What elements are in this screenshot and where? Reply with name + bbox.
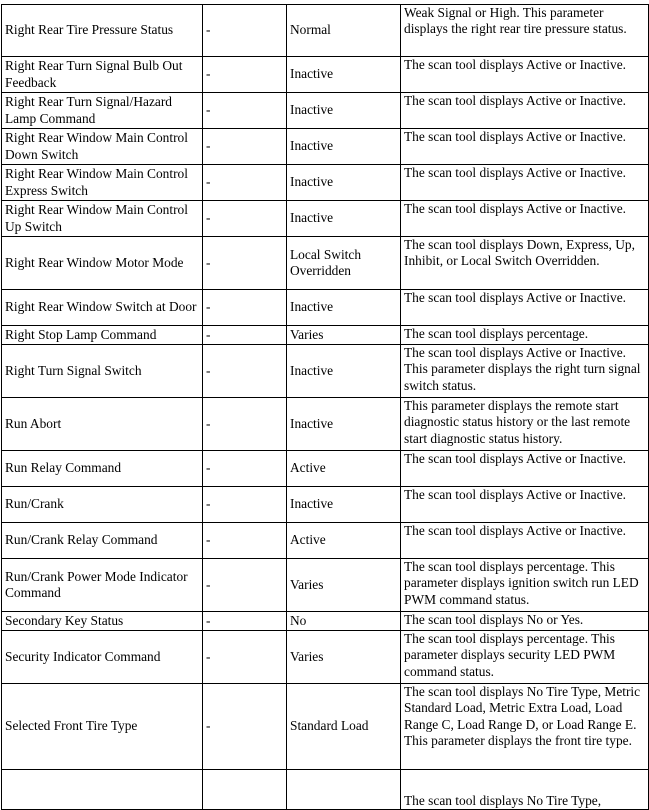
typical-value-cell: Inactive <box>287 129 401 165</box>
description-cell: The scan tool displays percentage. <box>401 326 649 345</box>
unit-cell: - <box>203 237 287 290</box>
parameter-name-cell: Right Rear Window Main Control Up Switch <box>2 201 203 237</box>
parameter-name-cell: Run/Crank <box>2 487 203 523</box>
typical-value-cell: Varies <box>287 631 401 684</box>
parameter-name-cell: Selected Front Tire Type <box>2 684 203 770</box>
description-cell: This parameter displays the remote start diagnostic status history or the last remote start diagnostic status history. <box>401 398 649 451</box>
description-cell: The scan tool displays Active or Inactive. This parameter displays the right turn signal switch status. <box>401 345 649 398</box>
parameter-name-cell: Right Rear Turn Signal Bulb Out Feedback <box>2 57 203 93</box>
parameter-name-cell: Run Relay Command <box>2 451 203 487</box>
unit-cell: - <box>203 451 287 487</box>
unit-cell: - <box>203 559 287 612</box>
typical-value-cell: Active <box>287 451 401 487</box>
table-row <box>2 523 649 559</box>
table-row <box>2 631 649 684</box>
parameter-name-cell: Right Rear Window Main Control Down Switch <box>2 129 203 165</box>
typical-value-cell: Inactive <box>287 290 401 326</box>
typical-value-cell: Inactive <box>287 57 401 93</box>
unit-cell: - <box>203 326 287 345</box>
typical-value-cell: Varies <box>287 559 401 612</box>
table-row <box>2 93 649 129</box>
unit-cell: - <box>203 684 287 770</box>
description-cell: The scan tool displays No or Yes. <box>401 612 649 631</box>
table-row <box>2 398 649 451</box>
parameter-name-cell: Right Rear Tire Pressure Status <box>2 5 203 57</box>
unit-cell: - <box>203 201 287 237</box>
table-row <box>2 129 649 165</box>
parameter-name-cell <box>2 770 203 810</box>
description-cell: The scan tool displays Active or Inactive. <box>401 201 649 237</box>
unit-cell: - <box>203 631 287 684</box>
description-cell: The scan tool displays Active or Inactive. <box>401 523 649 559</box>
description-cell: The scan tool displays Active or Inactive. <box>401 165 649 201</box>
parameter-table <box>1 4 649 810</box>
typical-value-cell: Varies <box>287 326 401 345</box>
unit-cell: - <box>203 398 287 451</box>
unit-cell: - <box>203 487 287 523</box>
table-row <box>2 5 649 57</box>
description-cell: The scan tool displays Active or Inactive. <box>401 487 649 523</box>
typical-value-cell: Inactive <box>287 201 401 237</box>
typical-value-cell: Inactive <box>287 165 401 201</box>
table-row <box>2 770 649 810</box>
table-row <box>2 237 649 290</box>
table-row <box>2 612 649 631</box>
table-row <box>2 165 649 201</box>
table-row <box>2 684 649 770</box>
parameter-name-cell: Run/Crank Relay Command <box>2 523 203 559</box>
unit-cell: - <box>203 57 287 93</box>
table-body <box>2 5 649 810</box>
description-cell: The scan tool displays Down, Express, Up, Inhibit, or Local Switch Overridden. <box>401 237 649 290</box>
unit-cell: - <box>203 523 287 559</box>
description-cell: The scan tool displays Active or Inactive. <box>401 57 649 93</box>
typical-value-cell: Local Switch Overridden <box>287 237 401 290</box>
parameter-name-cell: Right Rear Window Main Control Express Switch <box>2 165 203 201</box>
table-row <box>2 290 649 326</box>
typical-value-cell <box>287 770 401 810</box>
table-row <box>2 559 649 612</box>
typical-value-cell: Inactive <box>287 93 401 129</box>
typical-value-cell: Active <box>287 523 401 559</box>
table-row <box>2 326 649 345</box>
parameter-name-cell: Right Rear Turn Signal/Hazard Lamp Command <box>2 93 203 129</box>
typical-value-cell: Standard Load <box>287 684 401 770</box>
unit-cell: - <box>203 93 287 129</box>
typical-value-cell: Inactive <box>287 487 401 523</box>
table-row <box>2 451 649 487</box>
parameter-name-cell: Security Indicator Command <box>2 631 203 684</box>
unit-cell: - <box>203 5 287 57</box>
typical-value-cell: No <box>287 612 401 631</box>
parameter-name-cell: Right Rear Window Switch at Door <box>2 290 203 326</box>
table-row <box>2 201 649 237</box>
unit-cell: - <box>203 345 287 398</box>
description-cell: The scan tool displays Active or Inactive. <box>401 129 649 165</box>
parameter-name-cell: Right Stop Lamp Command <box>2 326 203 345</box>
description-cell: The scan tool displays percentage. This parameter displays security LED PWM command status. <box>401 631 649 684</box>
parameter-name-cell: Right Turn Signal Switch <box>2 345 203 398</box>
description-cell: Weak Signal or High. This parameter displays the right rear tire pressure status. <box>401 5 649 57</box>
unit-cell: - <box>203 165 287 201</box>
typical-value-cell: Inactive <box>287 398 401 451</box>
typical-value-cell: Inactive <box>287 345 401 398</box>
unit-cell <box>203 770 287 810</box>
parameter-name-cell: Run Abort <box>2 398 203 451</box>
table-row <box>2 487 649 523</box>
typical-value-cell: Normal <box>287 5 401 57</box>
parameter-name-cell: Secondary Key Status <box>2 612 203 631</box>
description-cell: The scan tool displays No Tire Type, Metric Standard Load, Metric Extra Load, Load Range C, Load Range D, or Load Range E. This parameter displays the front tire type. <box>401 684 649 770</box>
table-row <box>2 57 649 93</box>
description-cell: The scan tool displays percentage. This parameter displays ignition switch run LED PWM command status. <box>401 559 649 612</box>
description-cell: The scan tool displays Active or Inactive. <box>401 93 649 129</box>
table-row <box>2 345 649 398</box>
description-cell: The scan tool displays No Tire Type, <box>401 770 649 810</box>
unit-cell: - <box>203 290 287 326</box>
unit-cell: - <box>203 612 287 631</box>
description-cell: The scan tool displays Active or Inactive. <box>401 451 649 487</box>
parameter-name-cell: Run/Crank Power Mode Indicator Command <box>2 559 203 612</box>
unit-cell: - <box>203 129 287 165</box>
parameter-name-cell: Right Rear Window Motor Mode <box>2 237 203 290</box>
description-cell: The scan tool displays Active or Inactive. <box>401 290 649 326</box>
